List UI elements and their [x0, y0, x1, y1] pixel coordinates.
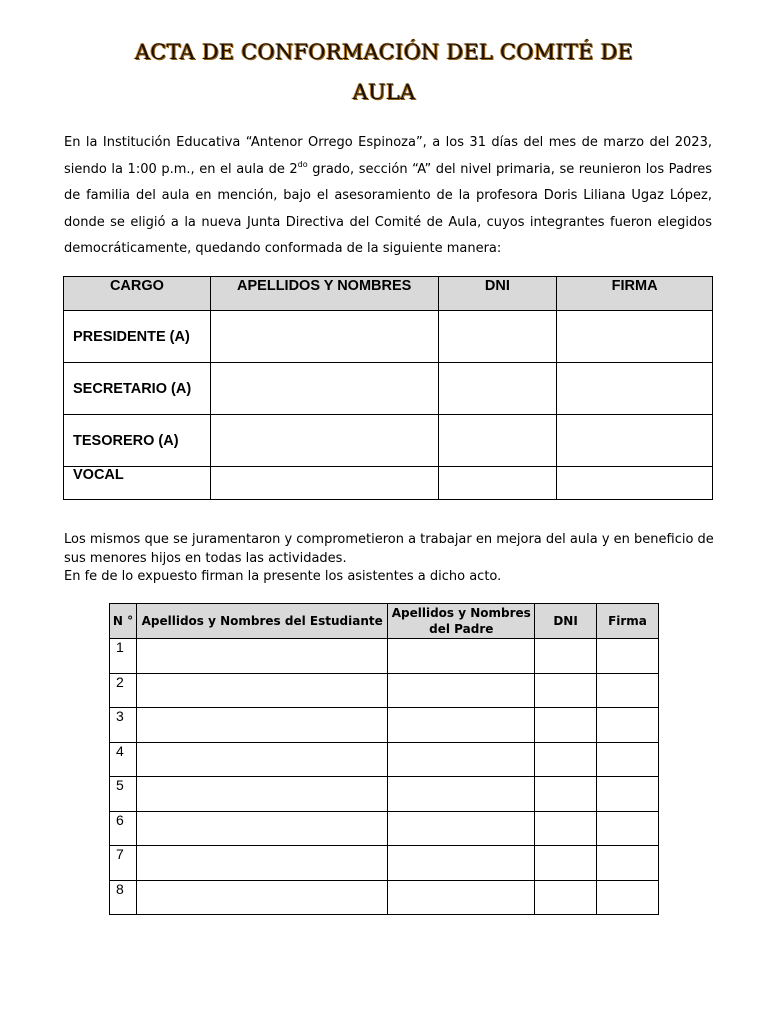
dni-cell[interactable]	[438, 467, 557, 500]
signature-cell[interactable]	[597, 811, 659, 846]
header-padre: Apellidos y Nombres del Padre	[388, 604, 535, 639]
header-firma: FIRMA	[557, 277, 713, 311]
parent-name-cell[interactable]	[388, 639, 535, 674]
student-name-cell[interactable]	[136, 673, 387, 708]
row-number: 6	[110, 811, 137, 846]
table-row	[110, 742, 659, 777]
header-apellidos-nombres: APELLIDOS Y NOMBRES	[210, 277, 438, 311]
header-firma: Firma	[597, 604, 659, 639]
row-number: 4	[110, 742, 137, 777]
signature-cell[interactable]	[597, 639, 659, 674]
header-dni: DNI	[535, 604, 597, 639]
parent-name-cell[interactable]	[388, 846, 535, 881]
parent-name-cell[interactable]	[388, 742, 535, 777]
dni-cell[interactable]	[535, 880, 597, 915]
parent-name-cell[interactable]	[388, 673, 535, 708]
row-number: 7	[110, 846, 137, 881]
student-name-cell[interactable]	[136, 639, 387, 674]
dni-cell[interactable]	[438, 415, 557, 467]
header-cargo: CARGO	[64, 277, 211, 311]
attendees-header-row	[110, 604, 659, 639]
intro-superscript: do	[297, 159, 308, 169]
parent-name-cell[interactable]	[388, 880, 535, 915]
dni-cell[interactable]	[535, 639, 597, 674]
parent-name-cell[interactable]	[388, 777, 535, 812]
table-row	[110, 708, 659, 743]
intro-text-2: grado, sección “A” del nivel primaria, se reunieron los Padres de familia del aula en mención, bajo el asesoramiento de la profesora Doris Liliana Ugaz López, donde se eligió a la nueva Junta Directiva del Comité de Aula, cuyos integrantes fueron elegidos democráticamente, quedando conformada de la siguiente manera:	[64, 161, 712, 256]
intro-text-1: En la Institución Educativa “Antenor Orrego Espinoza”, a los 31 días del mes de marzo del 2023, siendo la 1:00 p.m., en el aula de 2	[64, 135, 712, 177]
table-row	[110, 880, 659, 915]
dni-cell[interactable]	[438, 363, 557, 415]
document-title-line-2: AULA	[352, 80, 416, 104]
signature-cell[interactable]	[557, 363, 713, 415]
role-tesorero: TESORERO (A)	[64, 415, 211, 467]
dni-cell[interactable]	[535, 708, 597, 743]
name-cell[interactable]	[210, 363, 438, 415]
role-secretario: SECRETARIO (A)	[64, 363, 211, 415]
document-title-line-1: ACTA DE CONFORMACIÓN DEL COMITÉ DE	[134, 40, 634, 64]
attendees-table	[109, 603, 659, 915]
signature-cell[interactable]	[597, 880, 659, 915]
student-name-cell[interactable]	[136, 880, 387, 915]
committee-row-vocal	[64, 467, 713, 500]
dni-cell[interactable]	[535, 742, 597, 777]
signature-cell[interactable]	[597, 673, 659, 708]
committee-row-tesorero	[64, 415, 713, 467]
student-name-cell[interactable]	[136, 811, 387, 846]
signature-cell[interactable]	[557, 311, 713, 363]
name-cell[interactable]	[210, 311, 438, 363]
closing-line-2: En fe de lo expuesto firman la presente los asistentes a dicho acto.	[64, 569, 502, 584]
student-name-cell[interactable]	[136, 708, 387, 743]
table-row	[110, 639, 659, 674]
dni-cell[interactable]	[535, 846, 597, 881]
table-row	[110, 777, 659, 812]
table-row	[110, 811, 659, 846]
parent-name-cell[interactable]	[388, 811, 535, 846]
signature-cell[interactable]	[597, 708, 659, 743]
name-cell[interactable]	[210, 415, 438, 467]
committee-table	[63, 276, 713, 500]
signature-cell[interactable]	[597, 846, 659, 881]
dni-cell[interactable]	[438, 311, 557, 363]
signature-cell[interactable]	[557, 467, 713, 500]
committee-row-presidente	[64, 311, 713, 363]
committee-header-row	[64, 277, 713, 311]
signature-cell[interactable]	[597, 742, 659, 777]
header-dni: DNI	[438, 277, 557, 311]
role-vocal: VOCAL	[64, 467, 211, 500]
closing-paragraph	[64, 531, 714, 587]
intro-paragraph	[64, 130, 712, 263]
header-numero: N °	[110, 604, 137, 639]
row-number: 1	[110, 639, 137, 674]
row-number: 2	[110, 673, 137, 708]
role-presidente: PRESIDENTE (A)	[64, 311, 211, 363]
parent-name-cell[interactable]	[388, 708, 535, 743]
committee-row-secretario	[64, 363, 713, 415]
name-cell[interactable]	[210, 467, 438, 500]
row-number: 8	[110, 880, 137, 915]
table-row	[110, 673, 659, 708]
closing-line-1: Los mismos que se juramentaron y comprometieron a trabajar en mejora del aula y en beneficio de sus menores hijos en todas las actividades.	[64, 532, 714, 566]
student-name-cell[interactable]	[136, 777, 387, 812]
dni-cell[interactable]	[535, 777, 597, 812]
row-number: 5	[110, 777, 137, 812]
dni-cell[interactable]	[535, 811, 597, 846]
row-number: 3	[110, 708, 137, 743]
signature-cell[interactable]	[557, 415, 713, 467]
signature-cell[interactable]	[597, 777, 659, 812]
table-row	[110, 846, 659, 881]
header-estudiante: Apellidos y Nombres del Estudiante	[136, 604, 387, 639]
student-name-cell[interactable]	[136, 742, 387, 777]
dni-cell[interactable]	[535, 673, 597, 708]
student-name-cell[interactable]	[136, 846, 387, 881]
